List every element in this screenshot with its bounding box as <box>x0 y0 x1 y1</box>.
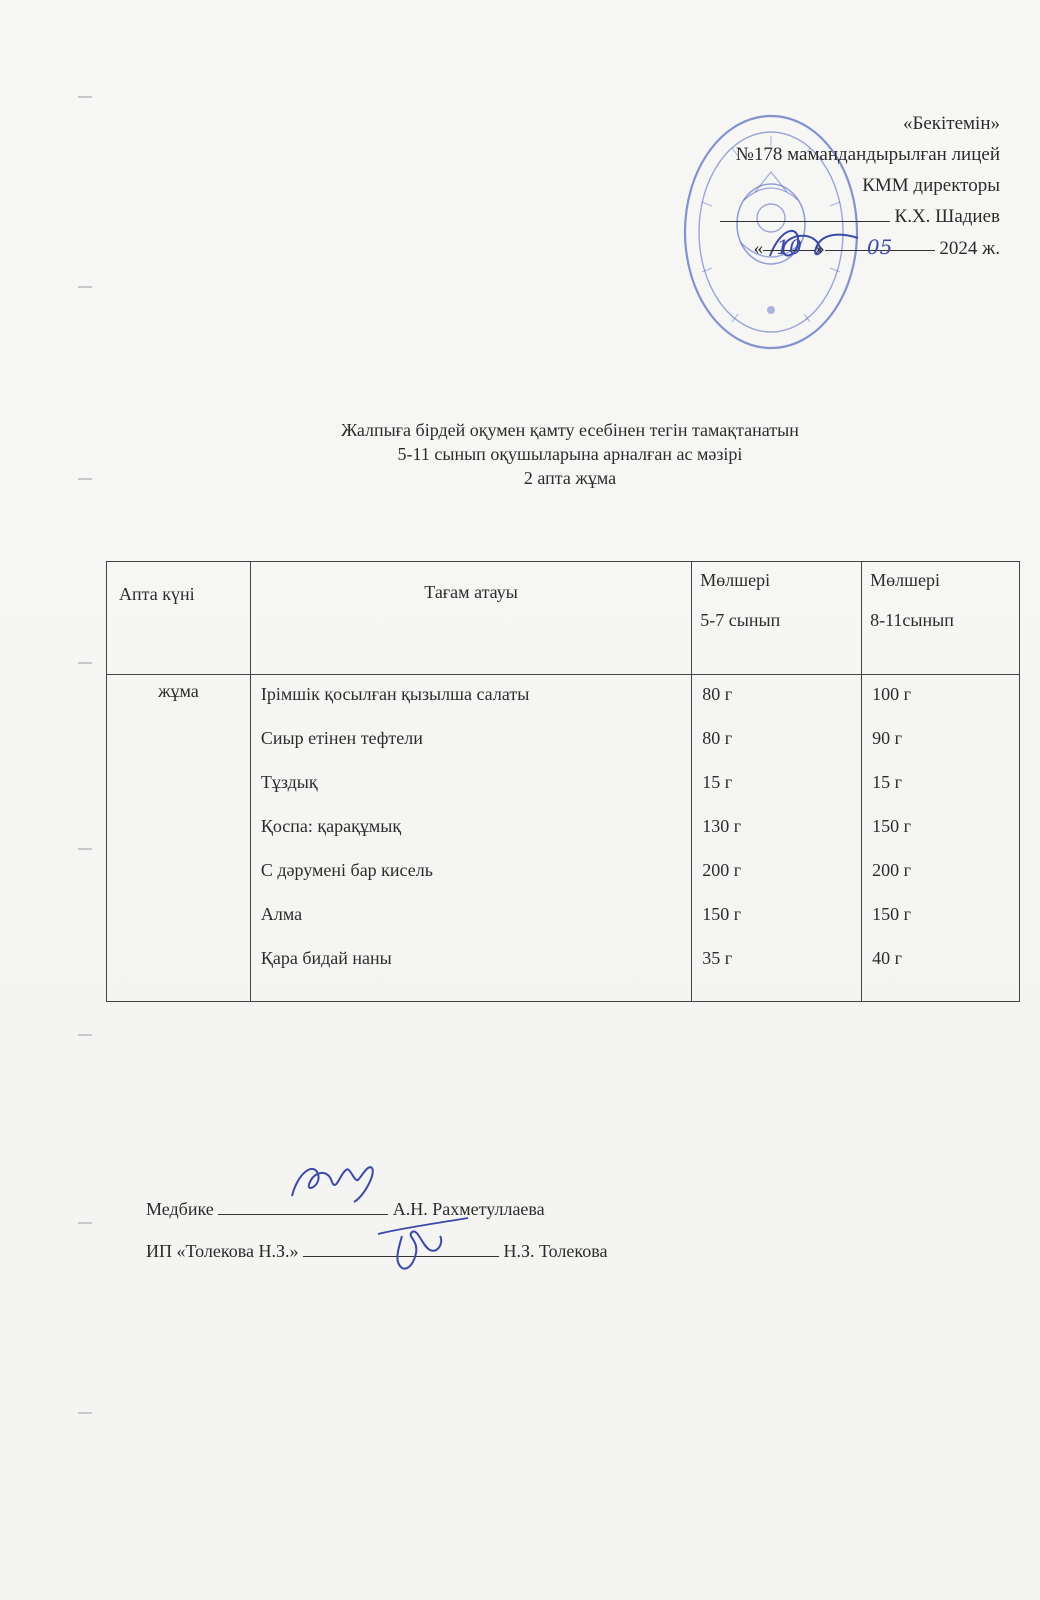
header-qty-5-7 <box>692 562 862 675</box>
ip-title: ИП «Толекова Н.З.» <box>146 1241 299 1261</box>
margin-mark <box>78 662 92 664</box>
qty-5-7: 80 г <box>702 684 733 704</box>
qty-8-11: 100 г <box>872 684 911 704</box>
nurse-signature-icon <box>284 1152 384 1212</box>
title-line-1: Жалпыға бірдей оқумен қамту есебінен тегін тамақтанатын <box>341 420 799 440</box>
approve-word: «Бекітемін» <box>902 113 1000 134</box>
dish-name: Сиыр етінен тефтели <box>260 728 423 748</box>
qty-5-7: 150 г <box>702 904 742 924</box>
margin-mark <box>78 1412 92 1414</box>
dish-name: Ірімшік қосылған қызылша салаты <box>260 684 530 704</box>
header-qty-5-7-sub: 5-7 сынып <box>700 610 781 630</box>
nurse-name: А.Н. Рахметуллаева <box>392 1199 545 1219</box>
header-qty-8-11 <box>862 562 1020 675</box>
table-row <box>107 675 1020 1002</box>
approval-date: « 10 » 05 2024 ж. <box>660 232 1000 263</box>
menu-table <box>106 561 1020 1002</box>
document-title <box>0 418 1040 490</box>
qty-8-11: 200 г <box>872 860 911 880</box>
signature-blank <box>720 203 890 222</box>
dish-name: С дәрумені бар кисель <box>260 860 433 880</box>
dish-name: Қоспа: қарақұмық <box>260 816 402 836</box>
qty-8-11: 150 г <box>872 816 911 836</box>
header-qty-5-7-label: Мөлшері <box>700 570 771 590</box>
director-name: К.Х. Шадиев <box>894 206 1000 227</box>
ip-name: Н.З. Толекова <box>503 1241 608 1261</box>
date-day-blank <box>763 232 815 259</box>
qty-5-7: 80 г <box>702 728 733 748</box>
ip-signature-icon <box>372 1206 472 1276</box>
qty-5-7: 130 г <box>702 816 742 836</box>
day-cell: жұма <box>107 675 251 1002</box>
director-position: КММ директоры <box>862 175 1000 196</box>
approval-block <box>660 108 1000 263</box>
qty-8-11-list <box>862 675 1020 1002</box>
title-line-2: 5-11 сынып оқушыларына арналған ас мәзірі <box>397 444 743 464</box>
date-month-blank <box>825 232 935 259</box>
title-line-3: 2 апта жұма <box>523 468 617 488</box>
date-day: 10 <box>776 235 802 259</box>
director-name-line <box>660 201 1000 232</box>
margin-mark <box>78 848 92 850</box>
qty-5-7: 15 г <box>702 772 733 792</box>
date-month: 05 <box>866 235 893 259</box>
dish-name: Тұздық <box>260 772 318 792</box>
qty-8-11: 150 г <box>872 904 911 924</box>
qty-8-11: 90 г <box>872 728 902 748</box>
margin-mark <box>78 286 92 288</box>
header-qty-8-11-label: Мөлшері <box>870 570 940 590</box>
margin-mark <box>78 1034 92 1036</box>
margin-mark <box>78 96 92 98</box>
dish-name: Қара бидай наны <box>260 948 392 968</box>
header-day: Апта күні <box>107 562 251 675</box>
qty-5-7: 35 г <box>702 948 733 968</box>
qty-8-11: 40 г <box>872 948 902 968</box>
qty-5-7: 200 г <box>702 860 742 880</box>
margin-mark <box>78 1222 92 1224</box>
nurse-title: Медбике <box>146 1199 214 1219</box>
date-year: 2024 ж. <box>939 238 1000 259</box>
qty-5-7-list <box>692 675 862 1002</box>
header-dish: Тағам атауы <box>250 562 691 675</box>
qty-8-11: 15 г <box>872 772 902 792</box>
header-qty-8-11-sub: 8-11сынып <box>870 610 954 630</box>
table-header-row <box>107 562 1020 675</box>
dish-name: Алма <box>260 904 303 924</box>
dish-list <box>250 675 691 1002</box>
institution-name: №178 мамандандырылған лицей <box>735 144 1000 165</box>
